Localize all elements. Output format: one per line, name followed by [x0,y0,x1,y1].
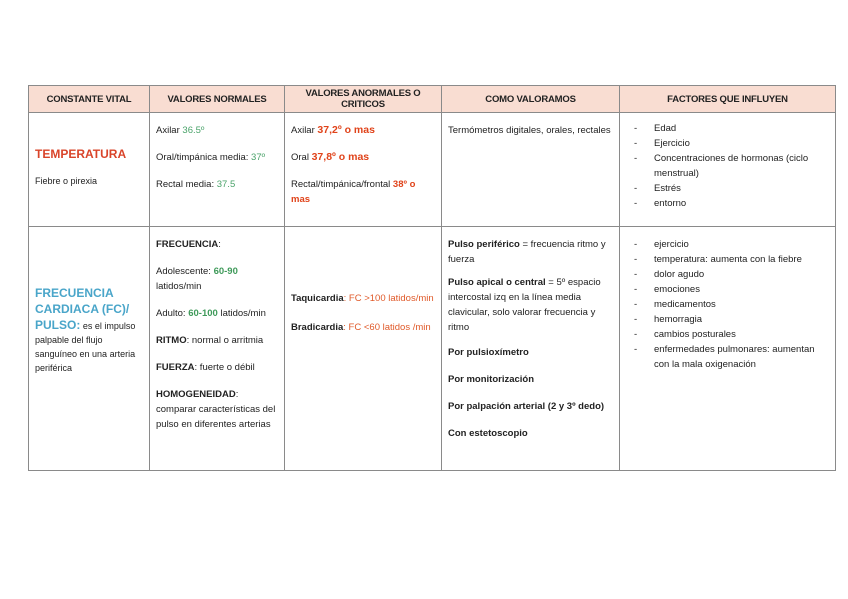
pulso-row [29,227,836,471]
list-item: - dolor agudo [620,267,835,282]
list-item: - medicamentos [620,297,835,312]
pulso-desc: es el impulso palpable del flujo sanguíneo en una arteria periférica [35,321,136,373]
temperatura-anormales-cell [285,113,442,227]
temperatura-normales-cell [150,113,285,227]
pulso-normales-cell [150,227,285,471]
header-cell: CONSTANTE VITAL [29,86,150,113]
list-item: - hemorragia [620,312,835,327]
pulso-title-2: PULSO: [35,318,81,332]
abnormal-axilar: Axilar 37,2º o mas [291,124,375,136]
pulso-constante-cell [29,227,150,471]
temperatura-como-text: Termómetros digitales, orales, rectales [448,125,611,136]
temperatura-factores-list [620,113,835,211]
temperatura-title: TEMPERATURA [35,147,127,161]
temperatura-subtitle: Fiebre o pirexia [35,176,98,186]
list-item: - entorno [620,196,835,211]
normal-adolescente: Adolescente: 60-90 latidos/min [156,266,238,292]
list-item: - Ejercicio [620,136,835,151]
taquicardia: Taquicardia: FC >100 latidos/min [291,293,434,304]
list-item: - Edad [620,121,835,136]
ritmo: RITMO: normal o arritmia [156,335,264,346]
monitorizacion: Por monitorización [448,374,535,385]
bradicardia: Bradicardia: FC <60 latidos /min [291,322,431,333]
pulsioximetro: Por pulsioxímetro [448,347,529,358]
header-cell: VALORES NORMALES [150,86,285,113]
list-item: - temperatura: aumenta con la fiebre [620,252,835,267]
list-item: - cambios posturales [620,327,835,342]
pulso-anormales-cell [285,227,442,471]
header-cell: FACTORES QUE INFLUYEN [620,86,836,113]
pulso-title: FRECUENCIA CARDIACA (FC)/ [35,286,130,316]
normal-adulto: Adulto: 60-100 latidos/min [156,308,266,319]
frecuencia-heading: FRECUENCIA: [156,239,221,250]
list-item: - ejercicio [620,237,835,252]
pulso-factores-list [620,227,835,372]
abnormal-oral: Oral 37,8º o mas [291,151,370,163]
list-item: - Concentraciones de hormonas (ciclo menstrual) [620,151,835,181]
normal-oral: Oral/timpánica media: 37º [156,152,266,163]
header-cell: VALORES ANORMALES O CRITICOS [285,86,442,113]
abnormal-rectal: Rectal/timpánica/frontal 38º o mas [291,179,416,205]
temperatura-factores-cell [620,113,836,227]
fuerza: FUERZA: fuerte o débil [156,362,255,373]
palpacion: Por palpación arterial (2 y 3º dedo) [448,401,605,412]
homogeneidad: HOMOGENEIDAD: comparar características del pulso en diferentes arterias [156,389,276,430]
normal-rectal: Rectal media: 37.5 [156,179,236,190]
estetoscopio: Con estetoscopio [448,428,528,439]
list-item: - Estrés [620,181,835,196]
pulso-apical: Pulso apical o central = 5º espacio intercostal izq en la línea media clavicular, solo valorar frecuencia y ritmo [448,277,601,333]
pulso-periferico: Pulso periférico = frecuencia ritmo y fuerza [448,239,606,265]
header-row [29,86,836,113]
pulso-como-cell [442,227,620,471]
list-item: - enfermedades pulmonares: aumentan con la mala oxigenación [620,342,835,372]
temperatura-como-cell [442,113,620,227]
pulso-factores-cell [620,227,836,471]
list-item: - emociones [620,282,835,297]
vital-signs-table [28,85,836,471]
normal-axilar: Axilar 36.5º [156,125,205,136]
header-cell: COMO VALORAMOS [442,86,620,113]
temperatura-constante-cell [29,113,150,227]
temperatura-row [29,113,836,227]
